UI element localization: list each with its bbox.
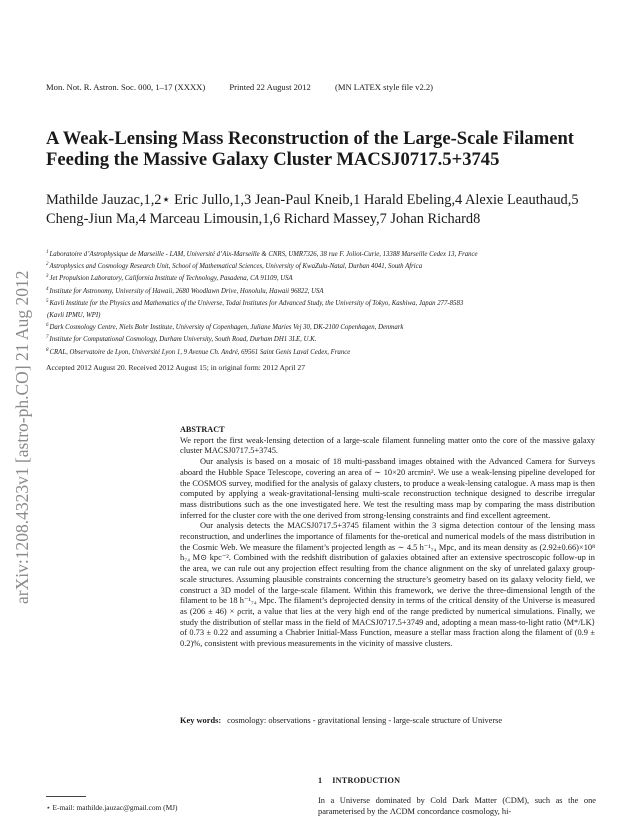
journal-citation: Mon. Not. R. Astron. Soc. 000, 1–17 (XXXX)	[46, 82, 206, 92]
affiliation: $^6$Dark Cosmology Centre, Niels Bohr Institute, University of Copenhagen, Juliane Maries Vej 30, DK-2100 Copenhagen, Denmark	[46, 323, 404, 332]
affiliation: $^2$Astrophysics and Cosmology Research Unit, School of Mathematical Sciences, University of KwaZulu-Natal, Durban 4041, South Africa	[46, 262, 423, 271]
abstract-heading: ABSTRACT	[180, 425, 225, 434]
affiliation: $^3$Jet Propulsion Laboratory, California Institute of Technology, Pasadena, CA 91109, USA	[46, 274, 293, 283]
section-number: 1	[318, 776, 323, 785]
author-line: Mathilde Jauzac,1,2⋆ Eric Jullo,1,3 Jean-Paul Kneib,1 Harald Ebeling,4 Alexie Leauthaud,5	[46, 192, 579, 208]
title-line: A Weak-Lensing Mass Reconstruction of the Large-Scale Filament	[46, 128, 574, 149]
abstract-paragraph: Our analysis detects the MACSJ0717.5+3745 filament within the 3 sigma detection contour of the lensing mass reconstruction, and underlines the importance of filaments for the-oretical and numerical models of the mass distribution in the Cosmic Web. We measure the filament’s projected length as ∼ 4.5 h⁻¹₇₄ Mpc, and its mean density as (2.92±0.66)×10⁸ h₇₄ M⊙ kpc⁻². Combined with the redshift distribution of galaxies obtained after an extensive spectroscopic follow-up in the area, we can rule out any projection effect resulting from the chance alignment on the sky of unrelated galaxy group-scale structures. Assuming plausible constraints concerning the structure’s geometry based on its galaxy velocity field, we construct a 3D model of the large-scale filament. Within this framework, we derive the three-dimensional length of the filament to be 18 h⁻¹₇₄ Mpc. The filament’s deprojected density in terms of the critical density of the Universe is measured as (206 ± 46) × ρcrit, a value that lies at the very high end of the range predicted by numerical simulations. Finally, we study the distribution of stellar mass in the field of MACSJ0717.5+3749 and, adopting a mean mass-to-light ratio ⟨M*/LK⟩ of 0.73 ± 0.22 and assuming a Chabrier Initial-Mass Function, measure a stellar mass fraction along the filament of (0.9 ± 0.2)%, consistent with previous measurements in the vicinity of massive clusters.	[180, 521, 595, 649]
paper-title	[46, 128, 606, 170]
style-file: (MN LATEX style file v2.2)	[334, 82, 434, 92]
abstract-paragraph: We report the first weak-lensing detection of a large-scale filament funneling matter onto the core of the massive galaxy cluster MACSJ0717.5+3745.	[180, 435, 595, 456]
author-line: Cheng-Jiun Ma,4 Marceau Limousin,1,6 Richard Massey,7 Johan Richard8	[46, 211, 481, 227]
affiliation: $^1$Laboratoire d’Astrophysique de Marseille - LAM, Université d’Aix-Marseille & CNRS, UMR7326, 38 rue F. Joliot-Curie, 13388 Marseille Cedex 13, France	[46, 250, 478, 258]
footnote-divider	[46, 796, 86, 797]
affiliation: (Kavli IPMU, WPI)	[47, 312, 101, 320]
keywords-label: Key words:	[180, 716, 222, 725]
abstract	[180, 425, 595, 650]
introduction-text: In a Universe dominated by Cold Dark Matter (CDM), such as the one parameterised by the ΛCDM concordance cosmology, hi-	[318, 796, 596, 816]
printed-date: Printed 22 August 2012	[229, 82, 311, 92]
arxiv-stamp	[2, 190, 40, 610]
journal-header	[46, 82, 455, 92]
arxiv-identifier: arXiv:1208.4323v1 [astro-ph.CO] 21 Aug 2012	[12, 270, 32, 604]
affiliation: $^7$Institute for Computational Cosmology, Durham University, South Road, Durham DH1 3LE, U.K.	[46, 335, 317, 344]
keywords-text: cosmology: observations - gravitational lensing - large-scale structure of Universe	[227, 716, 503, 725]
affiliation: $^8$CRAL, Observatoire de Lyon, Université Lyon 1, 9 Avenue Ch. André, 69561 Saint Genis Laval Cedex, France	[46, 347, 351, 356]
affiliation-list	[46, 248, 611, 358]
title-line: Feeding the Massive Galaxy Cluster MACSJ0717.5+3745	[46, 149, 500, 170]
author-list	[46, 191, 616, 229]
affiliation: $^5$Kavli Institute for the Physics and Mathematics of the Universe, Todai Institutes for Advanced Study, the University of Tokyo, Kashiwa, Japan 277-8583	[46, 298, 464, 307]
abstract-paragraph: Our analysis is based on a mosaic of 18 multi-passband images obtained with the Advanced Camera for Surveys aboard the Hubble Space Telescope, covering an area of ∼ 10×20 arcmin². We use a weak-lensing pipeline developed for the COSMOS survey, modified for the analysis of galaxy clusters, to produce a weak-lensing catalogue. A mass map is then computed by applying a weak-gravitational-lensing multi-scale reconstruction technique designed to describe irregular mass distributions such as the one investigated here. We test the resulting mass map by comparing the mass distribution inferred for the cluster core with the one derived from strong-lensing constraints and find excellent agreement.	[180, 457, 595, 520]
acceptance-dates: Accepted 2012 August 20. Received 2012 August 15; in original form: 2012 April 27	[46, 363, 305, 372]
keywords	[180, 716, 595, 727]
footnote-email: ⋆ E-mail: mathilde.jauzac@gmail.com (MJ)	[46, 803, 178, 812]
affiliation: $^4$Institute for Astronomy, University of Hawaii, 2680 Woodlawn Drive, Honolulu, Hawaii 96822, USA	[46, 286, 324, 295]
section-heading	[318, 776, 400, 785]
section-title: INTRODUCTION	[332, 776, 401, 785]
